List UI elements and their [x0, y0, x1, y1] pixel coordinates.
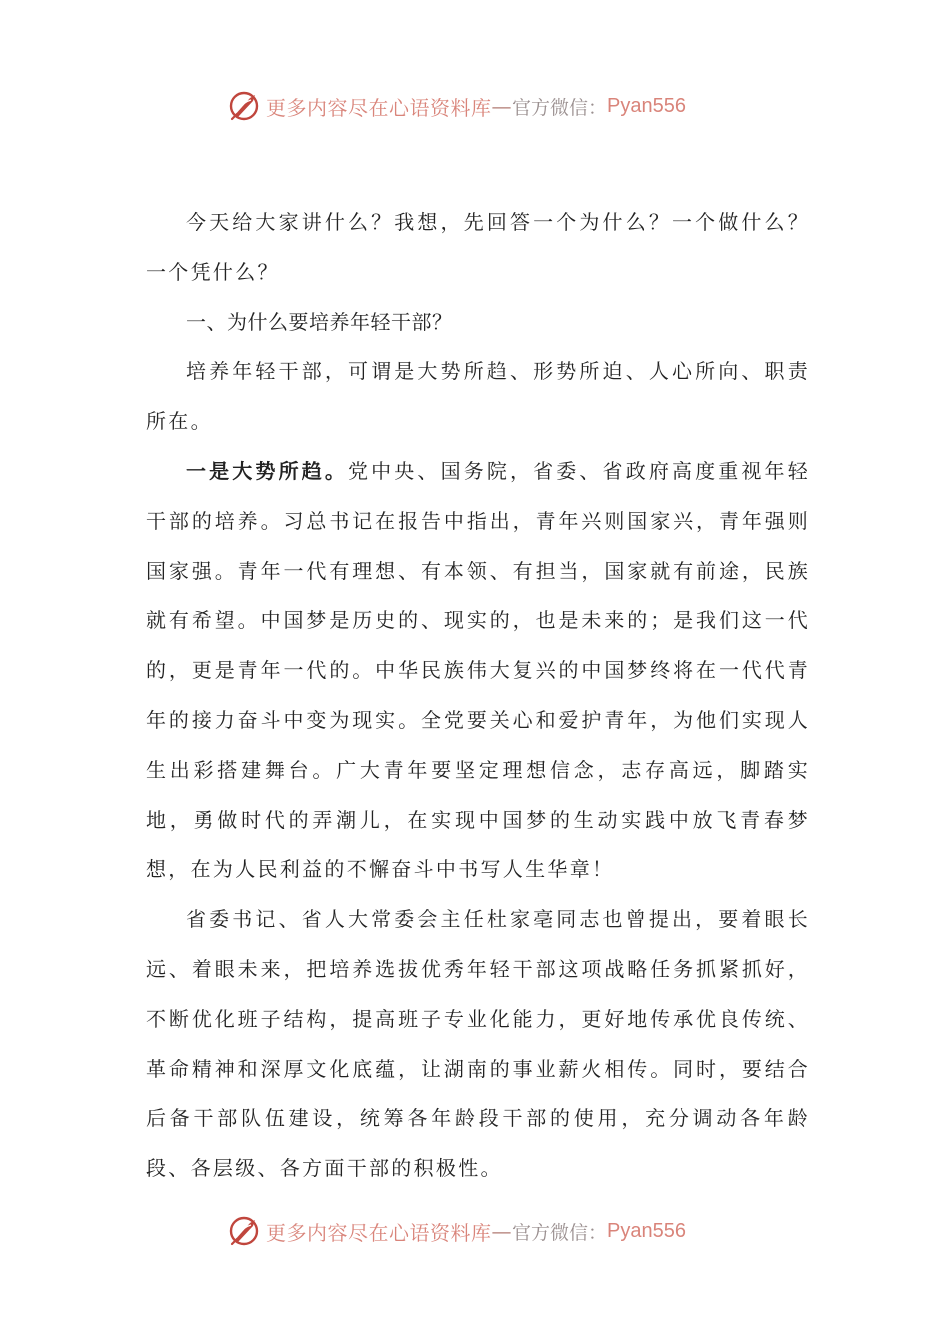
paragraph-provincial: 省委书记、省人大常委会主任杜家亳同志也曾提出，要着眼长远、着眼未来，把培养选拔优秀年轻干部这项战略任务抓紧抓好，不断优化班子结构，提高班子专业化能力，更好地传承优良传统、革命精神和深厚文化底蕴，让湖南的事业薪火相传。同时，要结合后备干部队伍建设，统筹各年龄段干部的使用，充分调动各年龄段、各层级、各方面干部的积极性。 [146, 907, 810, 1181]
paragraph-trend-body: 党中央、国务院，省委、省政府高度重视年轻干部的培养。习总书记在报告中指出，青年兴则国家兴，青年强则国家强。青年一代有理想、有本领、有担当，国家就有前途，民族就有希望。中国梦是历史的、现实的，也是未来的；是我们这一代的，更是青年一代的。中华民族伟大复兴的中国梦终将在一代代青年的接力奋斗中变为现实。全党要关心和爱护青年，为他们实现人生出彩搭建舞台。广大青年要坚定理想信念，志存高远，脚踏实地，勇做时代的弄潮儿，在实现中国梦的生动实践中放飞青春梦想，在为人民利益的不懈奋斗中书写人生华章！ [146, 458, 810, 882]
watermark-label: 官方微信： [512, 1221, 608, 1244]
watermark-dash: — [491, 1219, 512, 1243]
paragraph-trend-lead: 一是大势所趋。 [186, 458, 348, 483]
watermark-brand-text: 更多内容尽在心语资料库 [266, 1220, 492, 1245]
watermark-wechat-id: Pyan556 [607, 94, 686, 117]
pen-nib-logo-icon [228, 89, 262, 123]
intro-paragraph: 今天给大家讲什么？我想，先回答一个为什么？一个做什么？一个凭什么？ [146, 210, 810, 284]
pen-nib-logo-icon [228, 1214, 262, 1248]
watermark-brand-text: 更多内容尽在心语资料库 [266, 95, 492, 120]
header-watermark [228, 86, 686, 126]
footer-watermark [228, 1211, 686, 1251]
document-body [146, 198, 810, 1194]
watermark-dash: — [491, 94, 512, 118]
watermark-label: 官方微信： [512, 96, 608, 119]
section-heading: 一、为什么要培养年轻干部？ [186, 309, 453, 334]
paragraph-trend [146, 447, 810, 895]
watermark-wechat-id: Pyan556 [607, 1219, 686, 1242]
paragraph-overview: 培养年轻干部，可谓是大势所趋、形势所迫、人心所向、职责所在。 [146, 359, 810, 434]
